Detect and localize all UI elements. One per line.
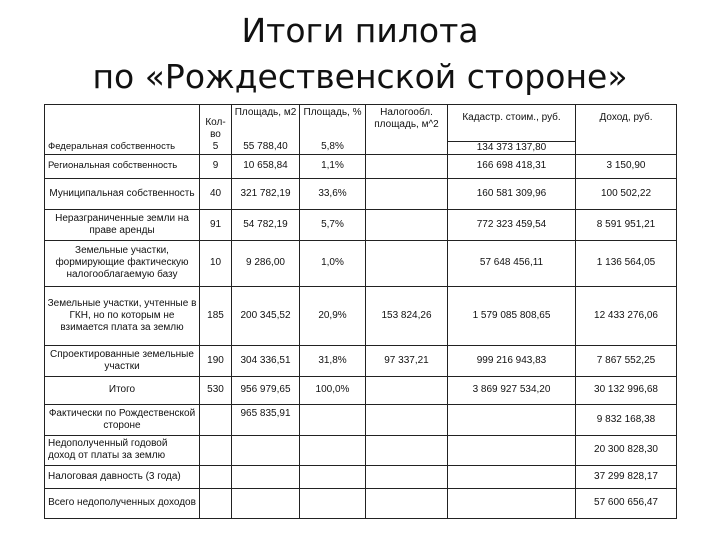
row-count: 91 [200,209,232,240]
row-count: 40 [200,178,232,209]
summary-statute-pct [300,465,366,488]
row-income: 100 502,22 [576,178,677,209]
row-area: 200 345,52 [232,286,300,345]
slide-title-line1: Итоги пилота [241,11,479,50]
row-area: 55 788,40 [232,141,300,154]
row-tax-area [366,141,448,154]
row-income [576,141,677,154]
summary-statute-income: 37 299 828,17 [576,465,677,488]
summary-lost-pct [300,435,366,465]
summary-total-lost-count [200,488,232,518]
row-count: 10 [200,240,232,286]
row-cadastral: 999 216 943,83 [448,345,576,376]
row-pct: 20,9% [300,286,366,345]
row-label: Земельные участки, учтенные в ГКН, но по которым не взимается плата за землю [45,286,200,345]
summary-lost-count [200,435,232,465]
table-row [45,286,677,345]
table-row [45,209,677,240]
row-count: 185 [200,286,232,345]
summary-lost-label: Недополученный годовой доход от платы за землю [45,435,200,465]
summary-row-statute [45,465,677,488]
row-income: 7 867 552,25 [576,345,677,376]
row-cadastral: 134 373 137,80 [448,141,576,154]
row-count: 5 [200,141,232,154]
header-empty [45,105,200,142]
row-tax-area: 97 337,21 [366,345,448,376]
row-tax-area: 153 824,26 [366,286,448,345]
row-area: 10 658,84 [232,154,300,178]
row-area: 304 336,51 [232,345,300,376]
summary-statute-count [200,465,232,488]
row-count: 530 [200,376,232,404]
table-row [45,345,677,376]
header-count: Кол-во [200,105,232,142]
row-income: 1 136 564,05 [576,240,677,286]
summary-row-actual [45,404,677,435]
header-area-pct: Площадь, % [300,105,366,142]
row-tax-area [366,178,448,209]
summary-total-lost-income: 57 600 656,47 [576,488,677,518]
summary-actual-cadastral [448,404,576,435]
row-pct: 5,7% [300,209,366,240]
summary-statute-cadastral [448,465,576,488]
summary-statute-area [232,465,300,488]
table-row [45,178,677,209]
summary-total-lost-label: Всего недополученных доходов [45,488,200,518]
summary-lost-tax-area [366,435,448,465]
summary-statute-tax-area [366,465,448,488]
row-label: Федеральная собственность [45,141,200,154]
row-income: 3 150,90 [576,154,677,178]
row-pct: 31,8% [300,345,366,376]
summary-lost-area [232,435,300,465]
header-income: Доход, руб. [576,105,677,142]
pilot-results-table [44,104,677,519]
row-area: 9 286,00 [232,240,300,286]
row-count: 9 [200,154,232,178]
summary-total-lost-pct [300,488,366,518]
header-tax-area: Налогообл. площадь, м^2 [366,105,448,142]
row-area: 956 979,65 [232,376,300,404]
row-cadastral: 772 323 459,54 [448,209,576,240]
summary-actual-tax-area [366,404,448,435]
row-count: 190 [200,345,232,376]
row-cadastral: 57 648 456,11 [448,240,576,286]
table-row [45,154,677,178]
row-label: Итого [45,376,200,404]
row-income: 30 132 996,68 [576,376,677,404]
row-cadastral: 1 579 085 808,65 [448,286,576,345]
table-row [45,141,677,154]
row-tax-area [366,209,448,240]
row-cadastral: 160 581 309,96 [448,178,576,209]
summary-actual-income: 9 832 168,38 [576,404,677,435]
row-tax-area [366,376,448,404]
summary-total-lost-tax-area [366,488,448,518]
row-tax-area [366,240,448,286]
row-tax-area [366,154,448,178]
row-label: Региональная собственность [45,154,200,178]
summary-actual-area: 965 835,91 [232,404,300,435]
summary-actual-label: Фактически по Рождественской стороне [45,404,200,435]
row-pct: 1,1% [300,154,366,178]
header-area: Площадь, м2 [232,105,300,142]
summary-lost-income: 20 300 828,30 [576,435,677,465]
row-income: 8 591 951,21 [576,209,677,240]
row-cadastral: 3 869 927 534,20 [448,376,576,404]
summary-total-lost-cadastral [448,488,576,518]
row-pct: 1,0% [300,240,366,286]
summary-actual-pct [300,404,366,435]
row-pct: 33,6% [300,178,366,209]
row-label: Спроектированные земельные участки [45,345,200,376]
row-pct: 5,8% [300,141,366,154]
row-label: Муниципальная собственность [45,178,200,209]
table-row-total [45,376,677,404]
table-row [45,240,677,286]
row-pct: 100,0% [300,376,366,404]
row-label: Неразграниченные земли на праве аренды [45,209,200,240]
summary-statute-label: Налоговая давность (3 года) [45,465,200,488]
row-label: Земельные участки, формирующие фактическую налогооблагаемую базу [45,240,200,286]
table-header-row [45,105,677,142]
header-cadastral: Кадастр. стоим., руб. [448,105,576,142]
summary-total-lost-area [232,488,300,518]
row-area: 321 782,19 [232,178,300,209]
row-cadastral: 166 698 418,31 [448,154,576,178]
summary-row-lost [45,435,677,465]
summary-row-total-lost [45,488,677,518]
slide-title-line2: по «Рождественской стороне» [92,57,628,96]
summary-actual-count [200,404,232,435]
row-area: 54 782,19 [232,209,300,240]
row-income: 12 433 276,06 [576,286,677,345]
summary-lost-cadastral [448,435,576,465]
